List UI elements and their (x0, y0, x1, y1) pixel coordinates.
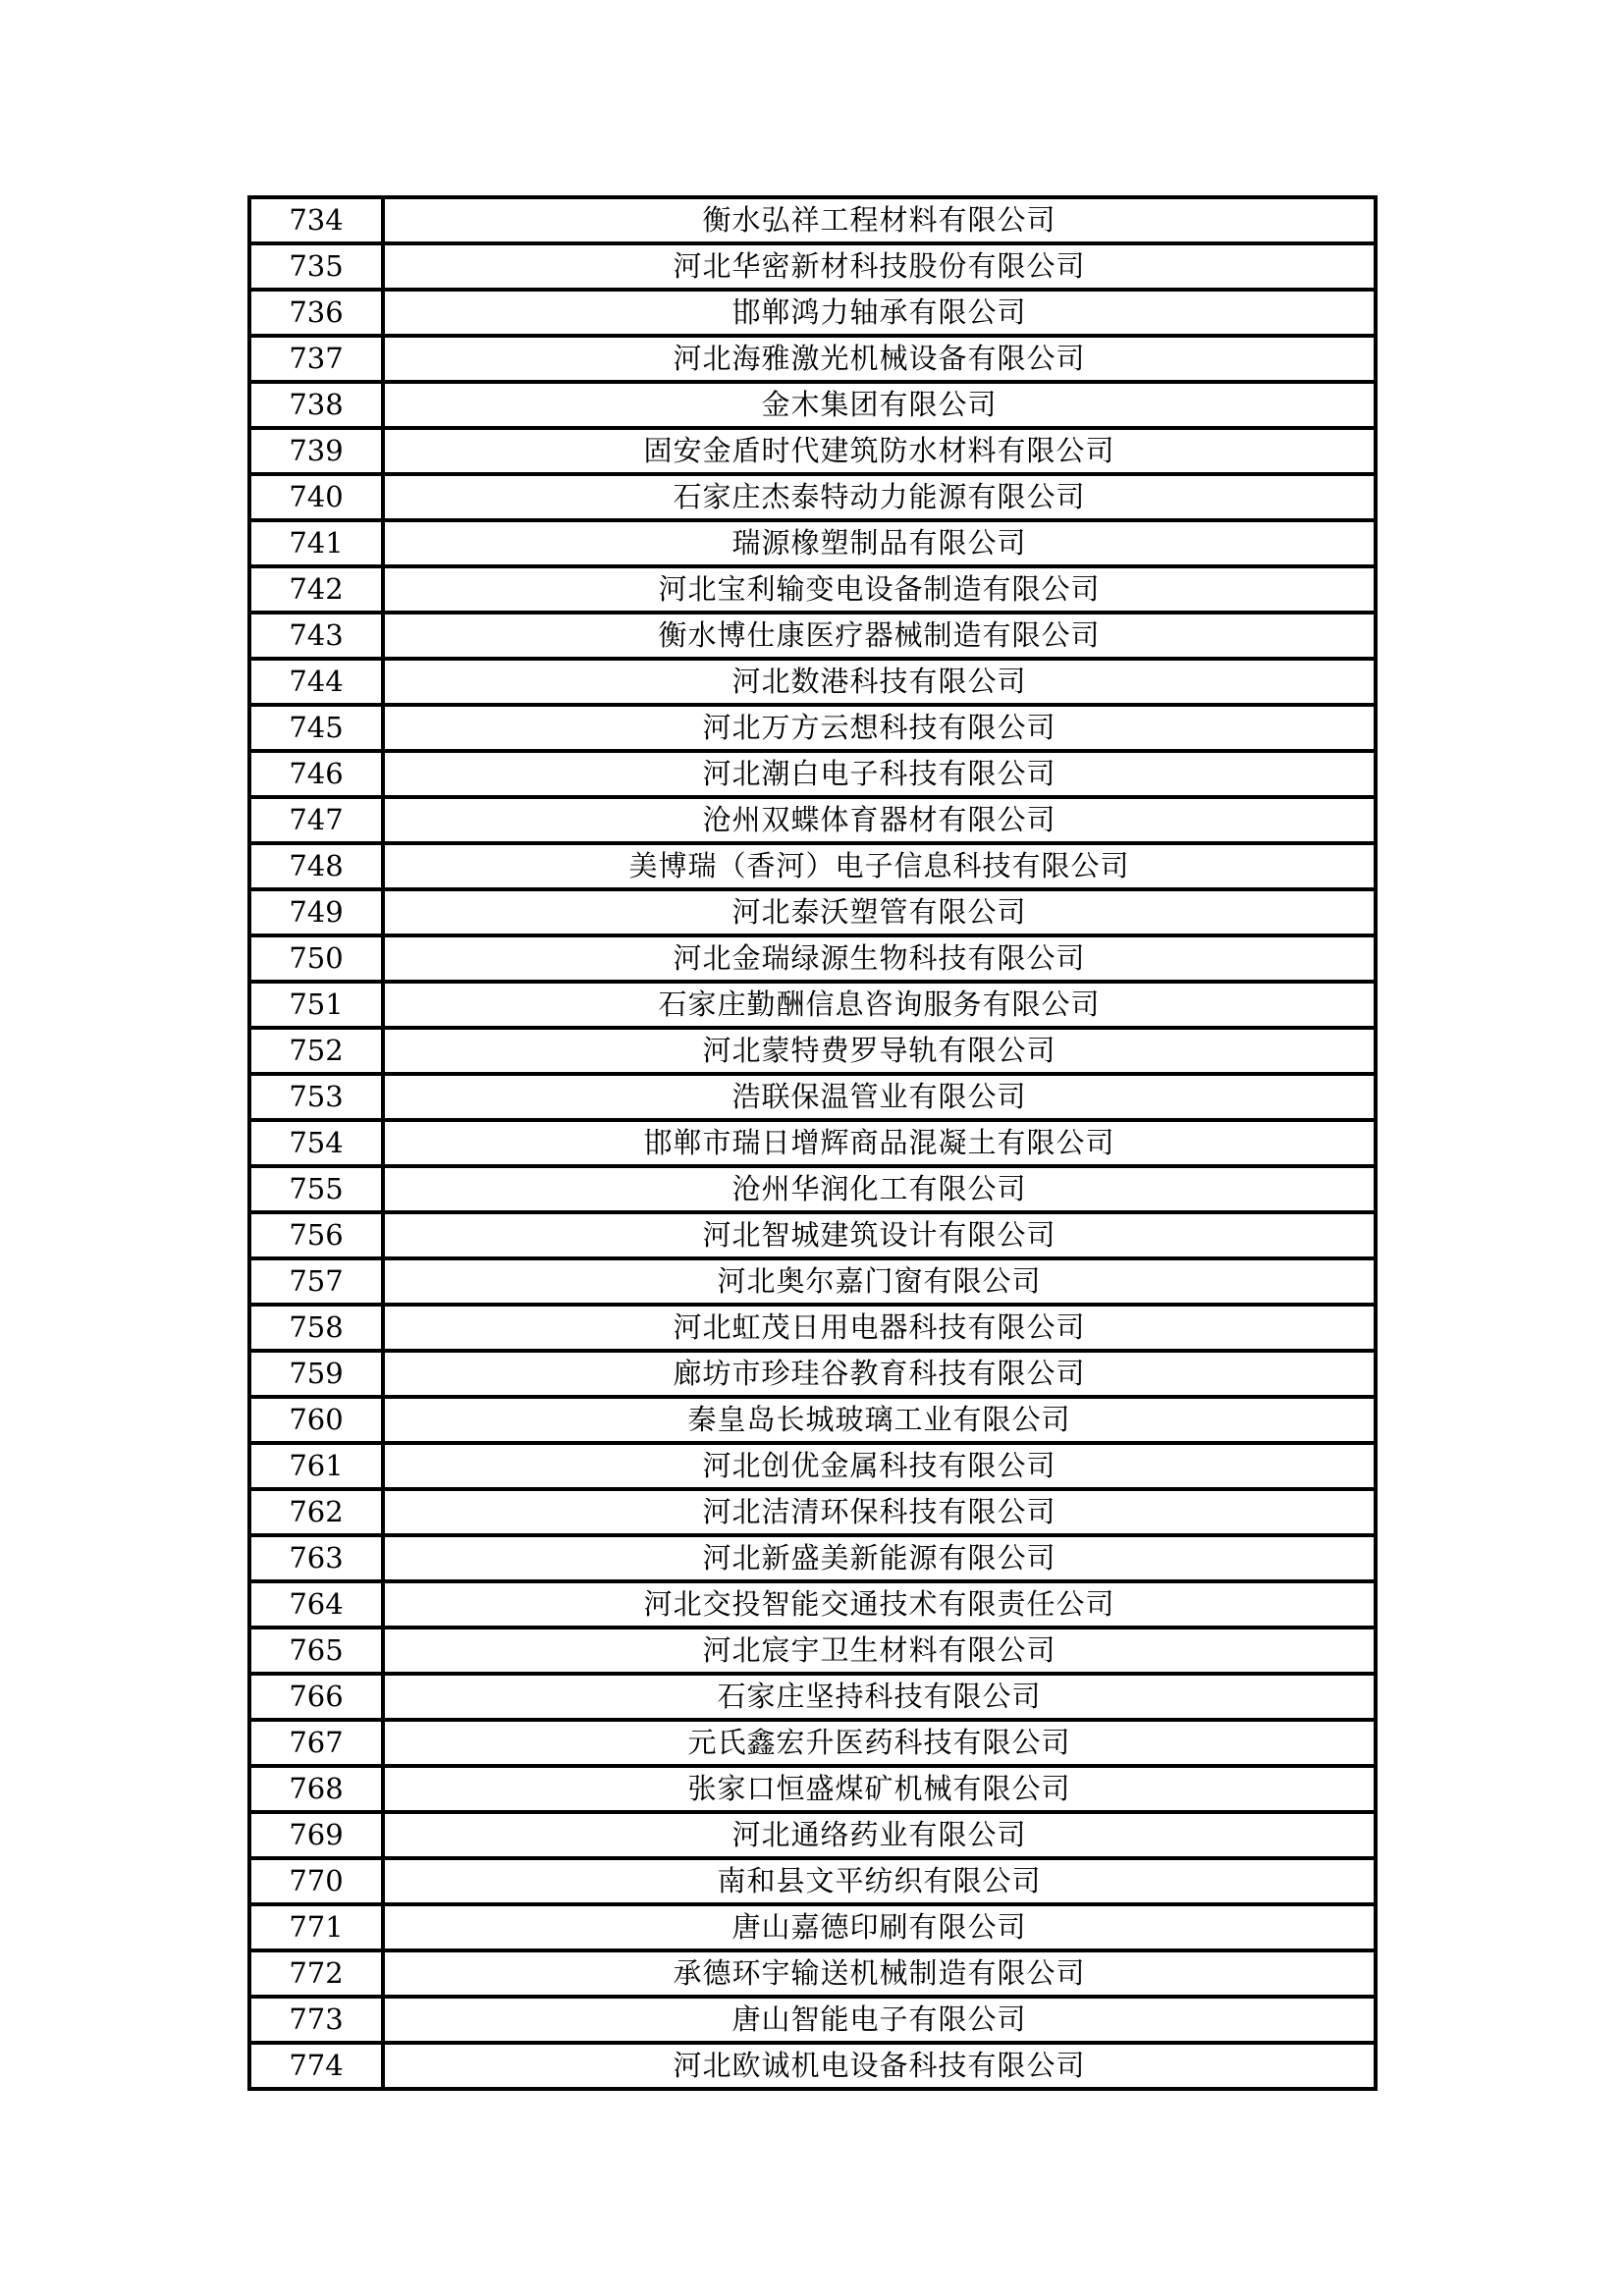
row-number: 745 (249, 705, 383, 751)
row-number: 738 (249, 382, 383, 428)
table-row (249, 336, 1376, 382)
table-row (249, 382, 1376, 428)
table-row (249, 1351, 1376, 1397)
company-name: 石家庄坚持科技有限公司 (383, 1674, 1376, 1720)
row-number: 759 (249, 1351, 383, 1397)
row-number: 765 (249, 1628, 383, 1674)
table-row (249, 751, 1376, 797)
table-row (249, 1120, 1376, 1166)
table-row (249, 1581, 1376, 1628)
row-number: 771 (249, 1904, 383, 1950)
row-number: 774 (249, 2043, 383, 2089)
company-name: 固安金盾时代建筑防水材料有限公司 (383, 428, 1376, 474)
company-name: 河北通络药业有限公司 (383, 1812, 1376, 1858)
company-name: 沧州双蝶体育器材有限公司 (383, 797, 1376, 843)
table-row (249, 982, 1376, 1028)
table-row (249, 1443, 1376, 1489)
table-row (249, 1212, 1376, 1258)
company-name: 美博瑞（香河）电子信息科技有限公司 (383, 843, 1376, 889)
row-number: 751 (249, 982, 383, 1028)
company-name: 河北智城建筑设计有限公司 (383, 1212, 1376, 1258)
row-number: 769 (249, 1812, 383, 1858)
table-row (249, 843, 1376, 889)
company-name: 河北数港科技有限公司 (383, 659, 1376, 705)
company-name: 邯郸鸿力轴承有限公司 (383, 290, 1376, 336)
company-name: 瑞源橡塑制品有限公司 (383, 520, 1376, 566)
company-name: 河北虹茂日用电器科技有限公司 (383, 1305, 1376, 1351)
table-row (249, 1950, 1376, 1997)
table-row (249, 1028, 1376, 1074)
table-row (249, 1305, 1376, 1351)
company-name: 邯郸市瑞日增辉商品混凝土有限公司 (383, 1120, 1376, 1166)
row-number: 760 (249, 1397, 383, 1443)
company-name: 河北潮白电子科技有限公司 (383, 751, 1376, 797)
table-row (249, 1489, 1376, 1535)
table-row (249, 2043, 1376, 2089)
row-number: 740 (249, 474, 383, 520)
row-number: 734 (249, 197, 383, 243)
row-number: 754 (249, 1120, 383, 1166)
table-row (249, 566, 1376, 613)
row-number: 773 (249, 1997, 383, 2043)
company-name: 河北华密新材科技股份有限公司 (383, 243, 1376, 290)
company-name: 河北蒙特费罗导轨有限公司 (383, 1028, 1376, 1074)
company-table (247, 195, 1378, 2091)
table-row (249, 1766, 1376, 1812)
table-row (249, 705, 1376, 751)
row-number: 752 (249, 1028, 383, 1074)
company-name: 唐山嘉德印刷有限公司 (383, 1904, 1376, 1950)
company-name: 廊坊市珍珪谷教育科技有限公司 (383, 1351, 1376, 1397)
row-number: 743 (249, 613, 383, 659)
row-number: 761 (249, 1443, 383, 1489)
company-name: 河北交投智能交通技术有限责任公司 (383, 1581, 1376, 1628)
company-name: 河北创优金属科技有限公司 (383, 1443, 1376, 1489)
row-number: 736 (249, 290, 383, 336)
table-row (249, 889, 1376, 935)
company-name: 河北泰沃塑管有限公司 (383, 889, 1376, 935)
row-number: 763 (249, 1535, 383, 1581)
table-row (249, 659, 1376, 705)
company-name: 河北洁清环保科技有限公司 (383, 1489, 1376, 1535)
row-number: 772 (249, 1950, 383, 1997)
row-number: 747 (249, 797, 383, 843)
company-name: 唐山智能电子有限公司 (383, 1997, 1376, 2043)
row-number: 737 (249, 336, 383, 382)
table-row (249, 197, 1376, 243)
row-number: 758 (249, 1305, 383, 1351)
company-name: 秦皇岛长城玻璃工业有限公司 (383, 1397, 1376, 1443)
table-row (249, 797, 1376, 843)
row-number: 770 (249, 1858, 383, 1904)
row-number: 753 (249, 1074, 383, 1120)
company-name: 河北新盛美新能源有限公司 (383, 1535, 1376, 1581)
table-row (249, 1166, 1376, 1212)
row-number: 749 (249, 889, 383, 935)
row-number: 764 (249, 1581, 383, 1628)
company-name: 张家口恒盛煤矿机械有限公司 (383, 1766, 1376, 1812)
row-number: 762 (249, 1489, 383, 1535)
table-row (249, 474, 1376, 520)
row-number: 741 (249, 520, 383, 566)
company-name: 南和县文平纺织有限公司 (383, 1858, 1376, 1904)
table-row (249, 1628, 1376, 1674)
company-name: 河北万方云想科技有限公司 (383, 705, 1376, 751)
company-name: 金木集团有限公司 (383, 382, 1376, 428)
table-row (249, 1674, 1376, 1720)
company-name: 浩联保温管业有限公司 (383, 1074, 1376, 1120)
table-row (249, 1858, 1376, 1904)
company-table-body (249, 197, 1376, 2089)
company-name: 衡水博仕康医疗器械制造有限公司 (383, 613, 1376, 659)
row-number: 767 (249, 1720, 383, 1766)
company-name: 石家庄勤酬信息咨询服务有限公司 (383, 982, 1376, 1028)
row-number: 750 (249, 935, 383, 982)
company-name: 石家庄杰泰特动力能源有限公司 (383, 474, 1376, 520)
company-name: 沧州华润化工有限公司 (383, 1166, 1376, 1212)
row-number: 744 (249, 659, 383, 705)
row-number: 742 (249, 566, 383, 613)
row-number: 756 (249, 1212, 383, 1258)
table-row (249, 520, 1376, 566)
row-number: 766 (249, 1674, 383, 1720)
table-row (249, 1812, 1376, 1858)
table-row (249, 1397, 1376, 1443)
company-name: 元氏鑫宏升医药科技有限公司 (383, 1720, 1376, 1766)
row-number: 755 (249, 1166, 383, 1212)
table-row (249, 1997, 1376, 2043)
table-row (249, 935, 1376, 982)
table-row (249, 1258, 1376, 1305)
table-row (249, 1535, 1376, 1581)
table-row (249, 1074, 1376, 1120)
table-row (249, 290, 1376, 336)
row-number: 757 (249, 1258, 383, 1305)
company-name: 衡水弘祥工程材料有限公司 (383, 197, 1376, 243)
company-name: 河北欧诚机电设备科技有限公司 (383, 2043, 1376, 2089)
row-number: 739 (249, 428, 383, 474)
company-name: 河北海雅激光机械设备有限公司 (383, 336, 1376, 382)
table-row (249, 1904, 1376, 1950)
company-name: 承德环宇输送机械制造有限公司 (383, 1950, 1376, 1997)
row-number: 735 (249, 243, 383, 290)
company-name: 河北金瑞绿源生物科技有限公司 (383, 935, 1376, 982)
company-name: 河北宝利输变电设备制造有限公司 (383, 566, 1376, 613)
table-row (249, 613, 1376, 659)
row-number: 768 (249, 1766, 383, 1812)
table-row (249, 1720, 1376, 1766)
company-name: 河北宸宇卫生材料有限公司 (383, 1628, 1376, 1674)
table-row (249, 428, 1376, 474)
row-number: 746 (249, 751, 383, 797)
table-row (249, 243, 1376, 290)
company-name: 河北奥尔嘉门窗有限公司 (383, 1258, 1376, 1305)
row-number: 748 (249, 843, 383, 889)
